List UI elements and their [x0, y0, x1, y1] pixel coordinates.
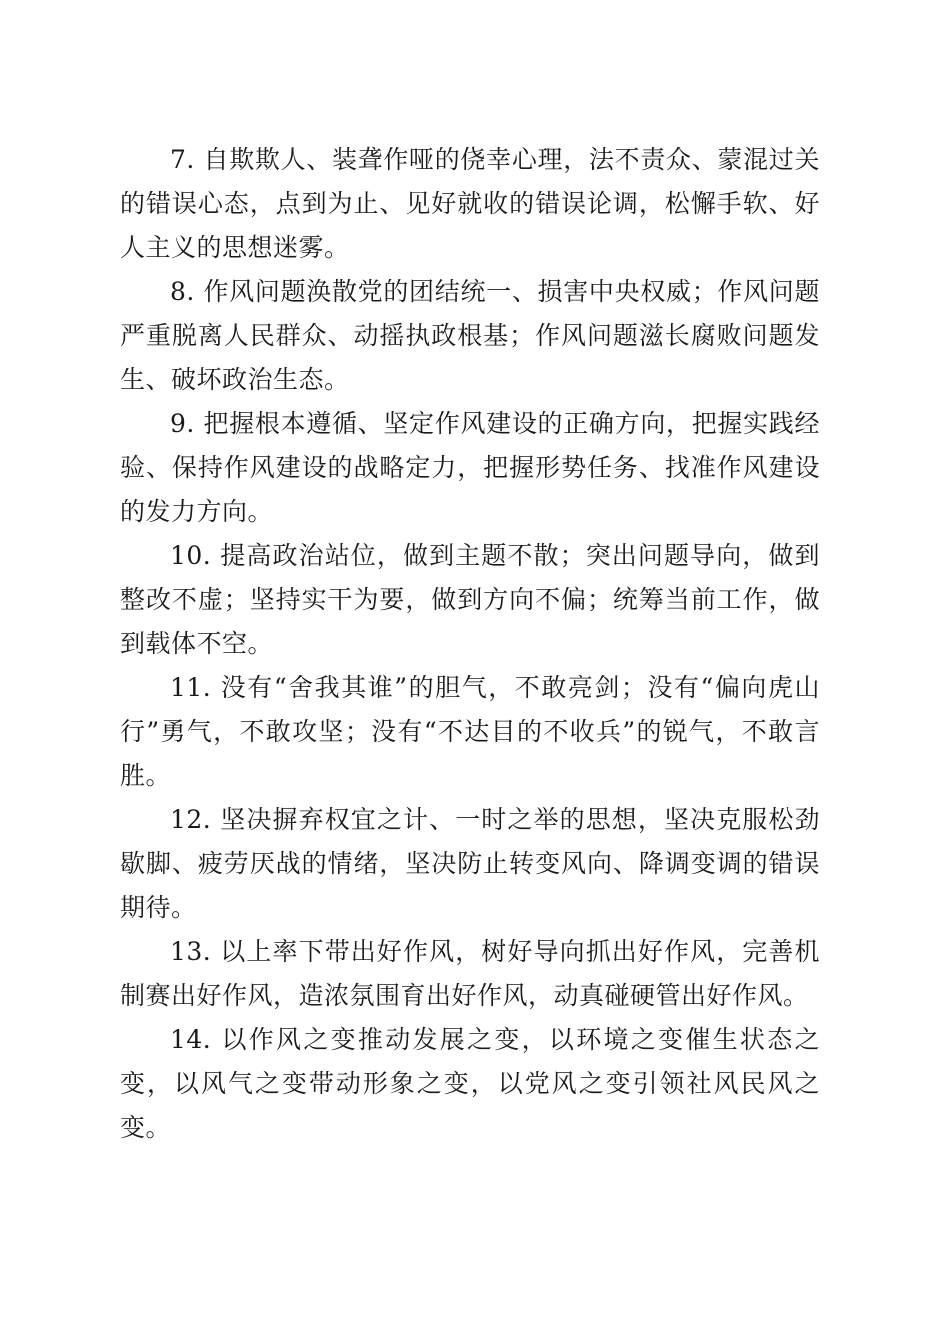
paragraph-12: 12. 坚决摒弃权宜之计、一时之举的思想，坚决克服松劲歇脚、疲劳厌战的情绪，坚决防止转变风向、降调变调的错误期待。	[120, 805, 820, 922]
paragraph-13: 13. 以上率下带出好作风，树好导向抓出好作风，完善机制赛出好作风，造浓氛围育出好作风，动真碰硬管出好作风。	[120, 937, 820, 1010]
paragraph-9: 9. 把握根本遵循、坚定作风建设的正确方向，把握实践经验、保持作风建设的战略定力，把握形势任务、找准作风建设的发力方向。	[120, 409, 820, 526]
paragraph-8: 8. 作风问题涣散党的团结统一、损害中央权威；作风问题严重脱离人民群众、动摇执政根基；作风问题滋长腐败问题发生、破坏政治生态。	[120, 277, 820, 394]
paragraph-11: 11. 没有“舍我其谁”的胆气，不敢亮剑；没有“偏向虎山行”勇气，不敢攻坚；没有“不达目的不收兵”的锐气，不敢言胜。	[120, 673, 820, 790]
paragraph-14: 14. 以作风之变推动发展之变，以环境之变催生状态之变，以风气之变带动形象之变，以党风之变引领社风民风之变。	[120, 1025, 820, 1142]
paragraph-7: 7. 自欺欺人、装聋作哑的侥幸心理，法不责众、蒙混过关的错误心态，点到为止、见好就收的错误论调，松懈手软、好人主义的思想迷雾。	[120, 145, 820, 262]
paragraph-10: 10. 提高政治站位，做到主题不散；突出问题导向，做到整改不虚；坚持实干为要，做到方向不偏；统筹当前工作，做到载体不空。	[120, 541, 820, 658]
document-body	[120, 138, 820, 1150]
